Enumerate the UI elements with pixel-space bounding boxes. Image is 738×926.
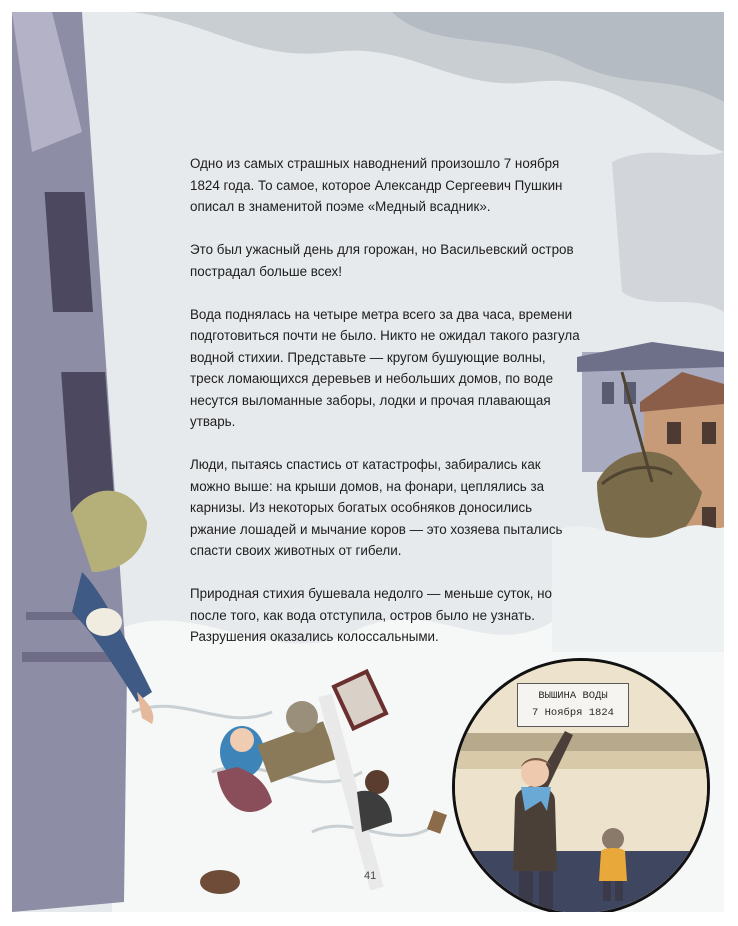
inset-illustration (452, 658, 710, 912)
paragraph: Одно из самых страшных наводнений произошло 7 ноября 1824 года. То самое, которое Александр Сергеевич Пушкин описал в знаменитой поэме «Медный всадник». (190, 156, 563, 214)
paragraph: Природная стихия бушевала недолго — меньше суток, но после того, как вода отступила, остров было не узнать. Разрушения оказались колоссальными. (190, 586, 552, 644)
paragraph: Это был ужасный день для горожан, но Васильевский остров пострадал больше всех! (190, 242, 574, 279)
page-number: 41 (364, 870, 377, 882)
sign-line: 7 Ноября 1824 (532, 707, 614, 719)
paragraph: Люди, пытаясь спастись от катастрофы, забирались как можно выше: на крыши домов, на фонари, цеплялись за карнизы. Из некоторых богатых особняков доносились ржание лошадей и мычание коров — это хозяева пытались спасти своих животных от гибели. (190, 457, 563, 558)
book-page (12, 12, 724, 912)
water-level-sign (517, 683, 629, 727)
story-text (190, 153, 580, 669)
sign-line: ВЫШИНА ВОДЫ (538, 690, 608, 702)
paragraph: Вода поднялась на четыре метра всего за два часа, времени подготовиться почти не было. Никто не ожидал такого разгула водной стихии. Представьте — кругом бушующие волны, треск ломающихся деревьев и небольших домов, по воде несутся выломанные заборы, лодки и прочая плавающая утварь. (190, 306, 580, 429)
